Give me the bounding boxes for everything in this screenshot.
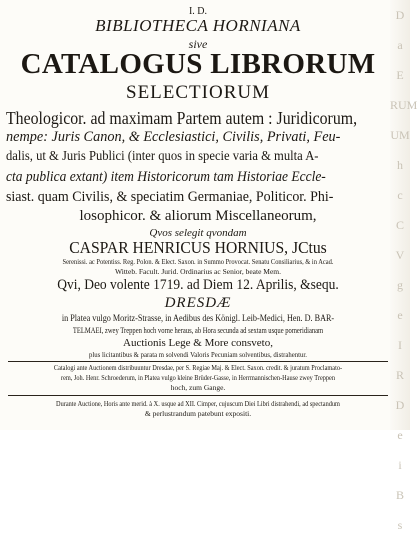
facing-page-letter: e — [397, 308, 403, 322]
facing-page-letter: h — [397, 158, 403, 172]
facing-page-letter: R — [395, 368, 404, 382]
facing-page-letter: I — [398, 338, 402, 352]
distribution-note: hoch, zum Gange. — [170, 383, 226, 392]
facing-page-letter: UM — [390, 128, 410, 142]
viewing-note: Durante Auctione, Horis ante merid. à X. usque ad XII. Cimper, cujuscum Diei Libri distrahendi, ad spectandum — [56, 399, 340, 408]
facing-page-letter: c — [397, 188, 403, 202]
body-line: Theologicor. ad maximam Partem autem : Juridicorum, — [6, 108, 358, 128]
viewing-note: & perlustrandum patebunt expositi. — [144, 409, 252, 418]
distribution-note: Catalogi ante Auctionem distribuuntur Dresdae, per S. Regiae Maj. & Elect. Saxon. credit. & juratum Proclamato- — [53, 363, 343, 372]
facing-page-letter: D — [395, 8, 405, 22]
body-line: dalis, ut & Juris Publici (inter quos in specie varia & multa A- — [6, 149, 319, 164]
facing-page-edge — [390, 0, 417, 532]
facing-page-letter: e — [397, 428, 403, 442]
facing-page-letter: D — [395, 398, 405, 412]
facing-page-letter: RUM — [390, 98, 417, 112]
catalogus-title: CATALOGUS LIBRORUM — [20, 48, 376, 80]
place-line: plus licitantibus & parata m solvendi Valoris Pecuniam solventibus, distrahentur. — [89, 350, 307, 359]
facing-page-letter: g — [397, 278, 403, 292]
author-name: CASPAR HENRICUS HORNIUS, JCtus — [69, 238, 327, 257]
quos-line: Qvos selegit qvondam — [149, 227, 247, 239]
city-name: DRESDÆ — [164, 295, 232, 311]
body-line: siast. quam Civilis, & speciatim Germaniae, Politicor. Phi- — [6, 189, 334, 205]
facing-page-letter: C — [395, 218, 404, 232]
sive-line: sive — [188, 37, 208, 51]
facing-page-letter: i — [398, 458, 402, 472]
author-title-line: Witteb. Facult. Jurid. Ordinarius ac Senior, beate Mem. — [114, 267, 282, 276]
page-mark: I. D. — [188, 6, 208, 17]
facing-page-letter: s — [397, 518, 403, 532]
bibliotheca-title: BIBLIOTHECA HORNIANA — [95, 16, 301, 35]
divider — [8, 361, 388, 362]
body-line: nempe: Juris Canon, & Ecclesiastici, Civilis, Privati, Feu- — [6, 129, 341, 145]
place-line: Auctionis Lege & More consveto, — [123, 337, 273, 349]
selectiorum-title: SELECTIORUM — [126, 82, 270, 103]
place-line: TELMAEI, zwey Treppen hoch vorne heraus, ab Hora secunda ad sextam usque pomeridianam — [72, 326, 324, 335]
facing-page-letter: a — [397, 38, 403, 52]
facing-page-letter: B — [395, 488, 404, 502]
body-line: losophicor. & aliorum Miscellaneorum, — [79, 208, 317, 224]
distribution-note: rem, Joh. Henr. Schroederum, in Platea vulgo kleine Brüder-Gasse, in Herrmannischen-Hause zwey Treppen — [60, 373, 336, 382]
body-line: cta publica extant) item Historicorum tam Historiae Eccle- — [6, 169, 326, 185]
facing-page-letter: E — [396, 68, 404, 82]
divider — [8, 395, 388, 396]
place-line: in Platea vulgo Moritz-Strasse, in Aedibus des Königl. Leib-Medici, Hen. D. BAR- — [61, 314, 335, 324]
title-page — [6, 4, 390, 426]
facing-page-letter: V — [395, 248, 405, 262]
date-line: Qvi, Deo volente 1719. ad Diem 12. Aprilis, &sequ. — [57, 277, 339, 293]
author-title-line: Serenissi. ac Potentiss. Reg. Polon. & Elect. Saxon. in Summo Provocat. Senatu Consiliarius, & in Acad. — [62, 257, 334, 266]
